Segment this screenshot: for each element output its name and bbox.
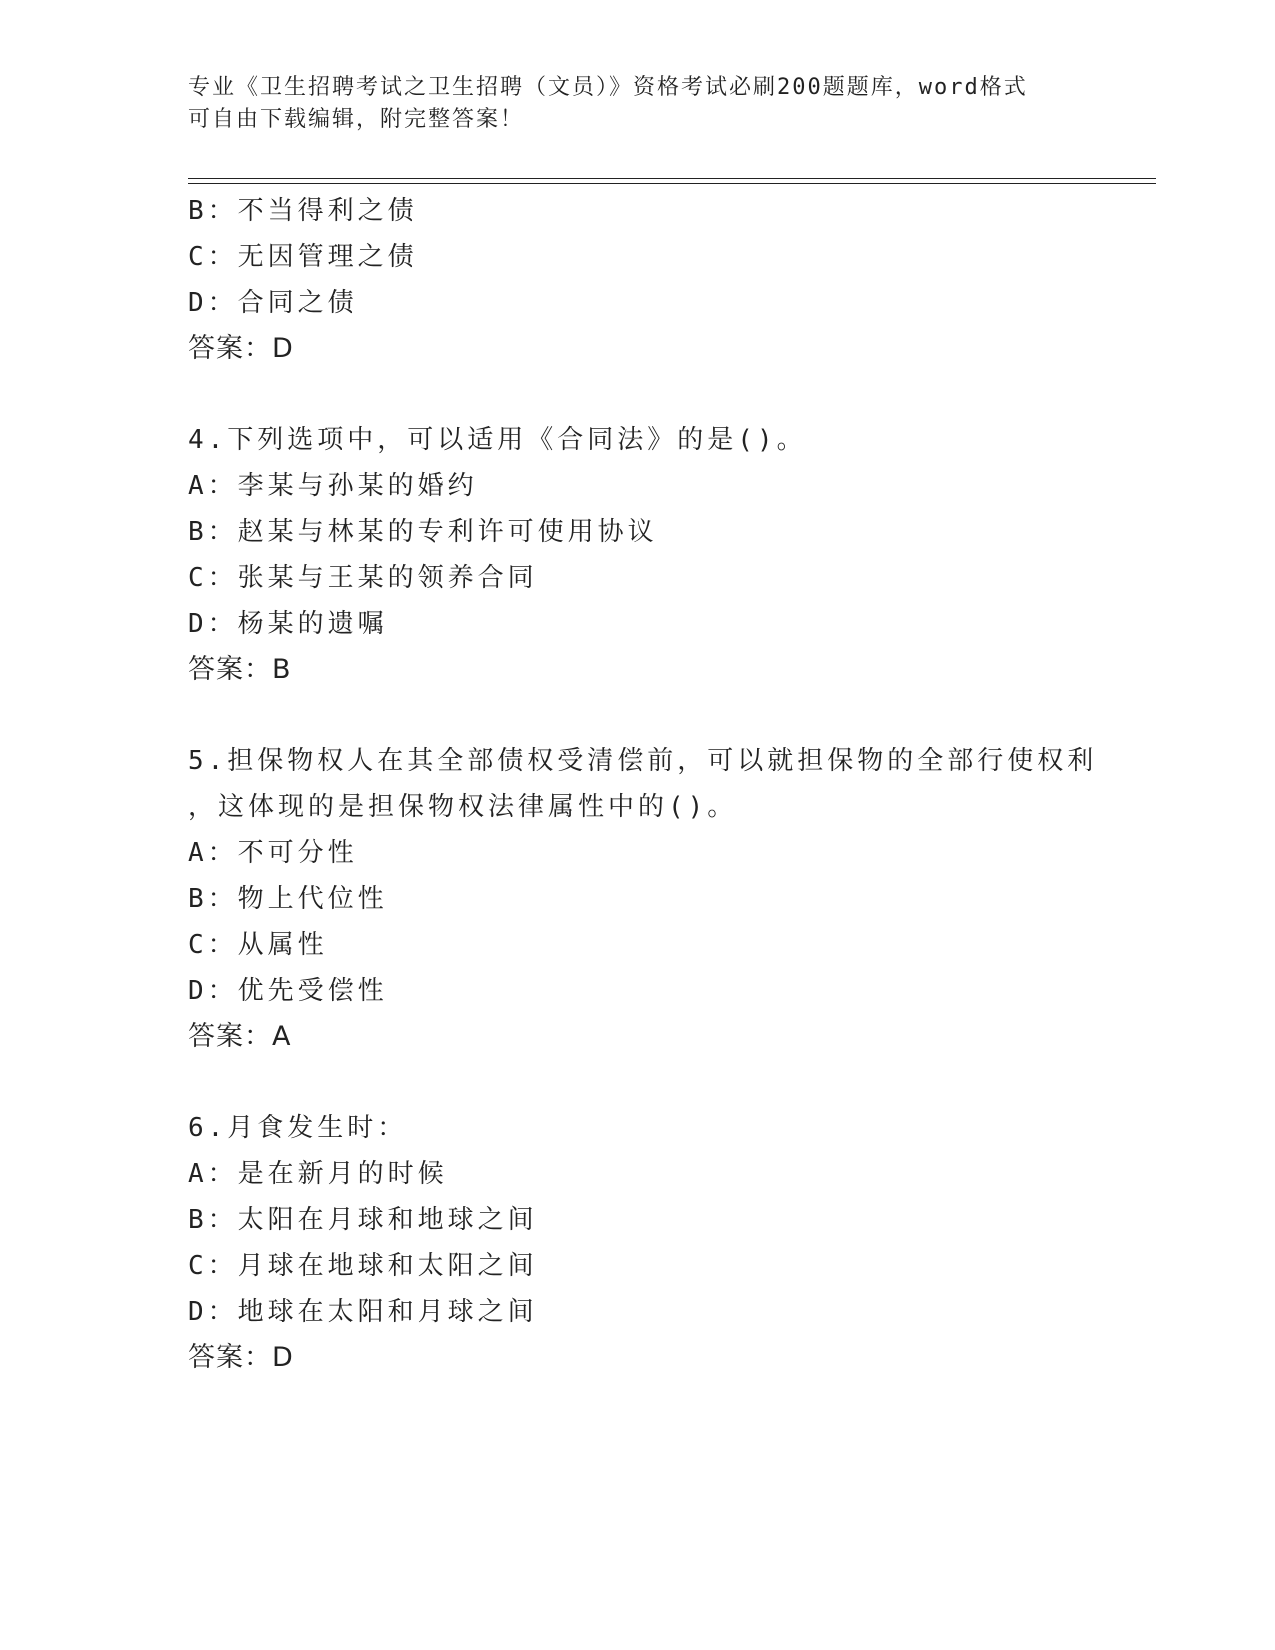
option-d: D：地球在太阳和月球之间 xyxy=(188,1297,538,1327)
option-c: C：月球在地球和太阳之间 xyxy=(188,1251,538,1281)
option-a: A：不可分性 xyxy=(188,838,358,868)
option-a: A：李某与孙某的婚约 xyxy=(188,471,478,501)
question-stem-line-1: 5.担保物权人在其全部债权受清偿前，可以就担保物的全部行使权利 xyxy=(188,746,1098,776)
answer-line: 答案：B xyxy=(188,654,292,685)
option-b: B：赵某与林某的专利许可使用协议 xyxy=(188,517,658,547)
header-divider-top xyxy=(188,178,1156,179)
header-title-line-1: 专业《卫生招聘考试之卫生招聘（文员）》资格考试必刷200题题库，word格式 xyxy=(188,75,1028,100)
option-c: C：张某与王某的领养合同 xyxy=(188,563,538,593)
option-c: C：从属性 xyxy=(188,930,328,960)
document-header xyxy=(188,72,1088,136)
question-spacer xyxy=(188,372,1128,417)
option-d: D：合同之债 xyxy=(188,288,358,318)
question-list xyxy=(188,188,1128,1381)
option-b: B：物上代位性 xyxy=(188,884,388,914)
question-4 xyxy=(188,417,1128,693)
answer-line: 答案：D xyxy=(188,333,294,364)
header-divider-bottom xyxy=(188,183,1156,184)
option-b: B：太阳在月球和地球之间 xyxy=(188,1205,538,1235)
option-d: D：杨某的遗嘱 xyxy=(188,609,388,639)
option-a: A：是在新月的时候 xyxy=(188,1159,448,1189)
header-title-line-2: 可自由下载编辑，附完整答案！ xyxy=(188,107,525,132)
question-stem-line-2: ，这体现的是担保物权法律属性中的()。 xyxy=(188,792,738,822)
question-5 xyxy=(188,738,1128,1060)
question-3-partial xyxy=(188,188,1128,372)
answer-line: 答案：A xyxy=(188,1021,292,1052)
question-6 xyxy=(188,1105,1128,1381)
option-b: B：不当得利之债 xyxy=(188,196,418,226)
question-stem: 6.月食发生时： xyxy=(188,1113,408,1143)
option-c: C：无因管理之债 xyxy=(188,242,418,272)
question-stem: 4.下列选项中，可以适用《合同法》的是()。 xyxy=(188,425,807,455)
option-d: D：优先受偿性 xyxy=(188,976,388,1006)
answer-line: 答案：D xyxy=(188,1342,294,1373)
question-spacer xyxy=(188,693,1128,738)
question-spacer xyxy=(188,1060,1128,1105)
